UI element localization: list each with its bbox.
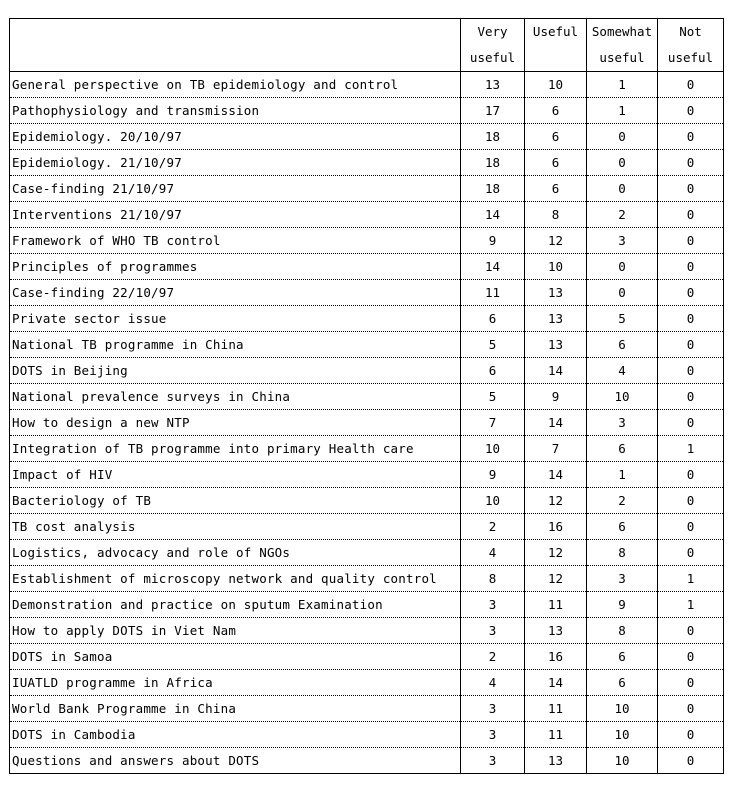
very-useful-cell: 3	[461, 722, 525, 748]
somewhat-useful-cell: 0	[587, 150, 658, 176]
somewhat-useful-cell: 2	[587, 488, 658, 514]
useful-cell: 10	[525, 254, 587, 280]
table-row	[10, 124, 724, 150]
somewhat-useful-cell: 3	[587, 566, 658, 592]
table-row	[10, 618, 724, 644]
somewhat-useful-cell: 2	[587, 202, 658, 228]
somewhat-useful-cell: 6	[587, 332, 658, 358]
useful-cell: 11	[525, 696, 587, 722]
header-somewhat-useful-line1: Somewhat	[591, 24, 653, 39]
very-useful-cell: 2	[461, 644, 525, 670]
topic-cell: Epidemiology. 20/10/97	[10, 124, 461, 150]
header-very-useful-line1: Very	[477, 24, 508, 39]
topic-cell: DOTS in Beijing	[10, 358, 461, 384]
table-row	[10, 410, 724, 436]
table-row	[10, 436, 724, 462]
very-useful-cell: 3	[461, 748, 525, 774]
somewhat-useful-cell: 6	[587, 514, 658, 540]
not-useful-cell: 0	[658, 696, 724, 722]
header-not-useful-line2: useful	[667, 50, 714, 65]
useful-cell: 7	[525, 436, 587, 462]
topic-cell: World Bank Programme in China	[10, 696, 461, 722]
topic-cell: DOTS in Cambodia	[10, 722, 461, 748]
topic-cell: Establishment of microscopy network and quality control	[10, 566, 461, 592]
somewhat-useful-cell: 6	[587, 436, 658, 462]
not-useful-cell: 0	[658, 488, 724, 514]
useful-cell: 6	[525, 176, 587, 202]
topic-cell: Questions and answers about DOTS	[10, 748, 461, 774]
topic-cell: How to design a new NTP	[10, 410, 461, 436]
very-useful-cell: 9	[461, 462, 525, 488]
header-topic	[10, 19, 461, 72]
useful-cell: 11	[525, 722, 587, 748]
useful-cell: 10	[525, 72, 587, 98]
topic-cell: Interventions 21/10/97	[10, 202, 461, 228]
not-useful-cell: 0	[658, 410, 724, 436]
not-useful-cell: 0	[658, 254, 724, 280]
useful-cell: 14	[525, 410, 587, 436]
very-useful-cell: 11	[461, 280, 525, 306]
table-row	[10, 748, 724, 774]
topic-cell: Integration of TB programme into primary Health care	[10, 436, 461, 462]
somewhat-useful-cell: 1	[587, 462, 658, 488]
table-row	[10, 384, 724, 410]
not-useful-cell: 0	[658, 358, 724, 384]
header-very-useful-line2: useful	[469, 50, 516, 65]
topic-cell: Pathophysiology and transmission	[10, 98, 461, 124]
somewhat-useful-cell: 5	[587, 306, 658, 332]
not-useful-cell: 0	[658, 722, 724, 748]
useful-cell: 14	[525, 462, 587, 488]
table-row	[10, 72, 724, 98]
not-useful-cell: 0	[658, 228, 724, 254]
very-useful-cell: 4	[461, 670, 525, 696]
useful-cell: 12	[525, 488, 587, 514]
somewhat-useful-cell: 6	[587, 644, 658, 670]
very-useful-cell: 9	[461, 228, 525, 254]
very-useful-cell: 3	[461, 592, 525, 618]
useful-cell: 13	[525, 306, 587, 332]
topic-cell: Epidemiology. 21/10/97	[10, 150, 461, 176]
very-useful-cell: 5	[461, 384, 525, 410]
useful-cell: 6	[525, 124, 587, 150]
very-useful-cell: 18	[461, 176, 525, 202]
not-useful-cell: 0	[658, 748, 724, 774]
topic-cell: DOTS in Samoa	[10, 644, 461, 670]
somewhat-useful-cell: 6	[587, 670, 658, 696]
useful-cell: 14	[525, 358, 587, 384]
useful-cell: 13	[525, 618, 587, 644]
very-useful-cell: 10	[461, 436, 525, 462]
somewhat-useful-cell: 0	[587, 124, 658, 150]
topic-cell: Case-finding 21/10/97	[10, 176, 461, 202]
header-useful	[525, 19, 587, 72]
useful-cell: 13	[525, 748, 587, 774]
not-useful-cell: 0	[658, 280, 724, 306]
topic-cell: Case-finding 22/10/97	[10, 280, 461, 306]
topic-cell: Framework of WHO TB control	[10, 228, 461, 254]
header-not-useful-line1: Not	[679, 24, 702, 39]
topic-cell: Impact of HIV	[10, 462, 461, 488]
very-useful-cell: 17	[461, 98, 525, 124]
very-useful-cell: 14	[461, 254, 525, 280]
somewhat-useful-cell: 0	[587, 176, 658, 202]
useful-cell: 13	[525, 332, 587, 358]
very-useful-cell: 6	[461, 358, 525, 384]
somewhat-useful-cell: 8	[587, 540, 658, 566]
useful-cell: 14	[525, 670, 587, 696]
table-row	[10, 150, 724, 176]
not-useful-cell: 0	[658, 72, 724, 98]
not-useful-cell: 1	[658, 436, 724, 462]
table-row	[10, 696, 724, 722]
somewhat-useful-cell: 1	[587, 98, 658, 124]
somewhat-useful-cell: 10	[587, 696, 658, 722]
somewhat-useful-cell: 10	[587, 748, 658, 774]
not-useful-cell: 0	[658, 540, 724, 566]
somewhat-useful-cell: 1	[587, 72, 658, 98]
not-useful-cell: 0	[658, 176, 724, 202]
very-useful-cell: 10	[461, 488, 525, 514]
very-useful-cell: 18	[461, 124, 525, 150]
not-useful-cell: 0	[658, 306, 724, 332]
topic-cell: How to apply DOTS in Viet Nam	[10, 618, 461, 644]
header-somewhat-useful-line2: useful	[599, 50, 645, 65]
somewhat-useful-cell: 4	[587, 358, 658, 384]
somewhat-useful-cell: 3	[587, 228, 658, 254]
useful-cell: 12	[525, 228, 587, 254]
table-row	[10, 644, 724, 670]
very-useful-cell: 7	[461, 410, 525, 436]
topic-cell: Demonstration and practice on sputum Examination	[10, 592, 461, 618]
useful-cell: 12	[525, 566, 587, 592]
header-somewhat-useful	[587, 19, 658, 72]
topic-cell: Private sector issue	[10, 306, 461, 332]
very-useful-cell: 2	[461, 514, 525, 540]
table-row	[10, 280, 724, 306]
very-useful-cell: 13	[461, 72, 525, 98]
somewhat-useful-cell: 10	[587, 384, 658, 410]
table-row	[10, 592, 724, 618]
somewhat-useful-cell: 0	[587, 254, 658, 280]
table-row	[10, 670, 724, 696]
very-useful-cell: 18	[461, 150, 525, 176]
somewhat-useful-cell: 3	[587, 410, 658, 436]
topic-cell: General perspective on TB epidemiology and control	[10, 72, 461, 98]
not-useful-cell: 0	[658, 644, 724, 670]
not-useful-cell: 0	[658, 332, 724, 358]
topic-cell: Bacteriology of TB	[10, 488, 461, 514]
not-useful-cell: 1	[658, 566, 724, 592]
useful-cell: 13	[525, 280, 587, 306]
useful-cell: 6	[525, 150, 587, 176]
topic-cell: Principles of programmes	[10, 254, 461, 280]
very-useful-cell: 14	[461, 202, 525, 228]
table-row	[10, 176, 724, 202]
not-useful-cell: 1	[658, 592, 724, 618]
very-useful-cell: 3	[461, 696, 525, 722]
not-useful-cell: 0	[658, 202, 724, 228]
table-row	[10, 332, 724, 358]
header-not-useful	[658, 19, 724, 72]
useful-cell: 9	[525, 384, 587, 410]
useful-cell: 8	[525, 202, 587, 228]
not-useful-cell: 0	[658, 618, 724, 644]
useful-cell: 16	[525, 644, 587, 670]
topic-cell: TB cost analysis	[10, 514, 461, 540]
table-row	[10, 566, 724, 592]
header-row	[10, 19, 724, 72]
very-useful-cell: 8	[461, 566, 525, 592]
somewhat-useful-cell: 8	[587, 618, 658, 644]
somewhat-useful-cell: 10	[587, 722, 658, 748]
very-useful-cell: 6	[461, 306, 525, 332]
not-useful-cell: 0	[658, 124, 724, 150]
useful-cell: 16	[525, 514, 587, 540]
somewhat-useful-cell: 0	[587, 280, 658, 306]
header-very-useful	[461, 19, 525, 72]
not-useful-cell: 0	[658, 462, 724, 488]
topic-cell: Logistics, advocacy and role of NGOs	[10, 540, 461, 566]
table-row	[10, 358, 724, 384]
useful-cell: 11	[525, 592, 587, 618]
table-row	[10, 254, 724, 280]
topic-cell: IUATLD programme in Africa	[10, 670, 461, 696]
table-row	[10, 540, 724, 566]
table-row	[10, 98, 724, 124]
not-useful-cell: 0	[658, 514, 724, 540]
table-row	[10, 202, 724, 228]
very-useful-cell: 3	[461, 618, 525, 644]
somewhat-useful-cell: 9	[587, 592, 658, 618]
header-useful-line1: Useful	[532, 24, 579, 39]
topic-cell: National TB programme in China	[10, 332, 461, 358]
table-row	[10, 462, 724, 488]
not-useful-cell: 0	[658, 150, 724, 176]
not-useful-cell: 0	[658, 384, 724, 410]
table-row	[10, 228, 724, 254]
table-row	[10, 306, 724, 332]
very-useful-cell: 4	[461, 540, 525, 566]
table-row	[10, 514, 724, 540]
table-row	[10, 488, 724, 514]
very-useful-cell: 5	[461, 332, 525, 358]
useful-cell: 12	[525, 540, 587, 566]
topic-cell: National prevalence surveys in China	[10, 384, 461, 410]
table-row	[10, 722, 724, 748]
useful-cell: 6	[525, 98, 587, 124]
not-useful-cell: 0	[658, 670, 724, 696]
not-useful-cell: 0	[658, 98, 724, 124]
evaluation-table	[9, 18, 724, 774]
